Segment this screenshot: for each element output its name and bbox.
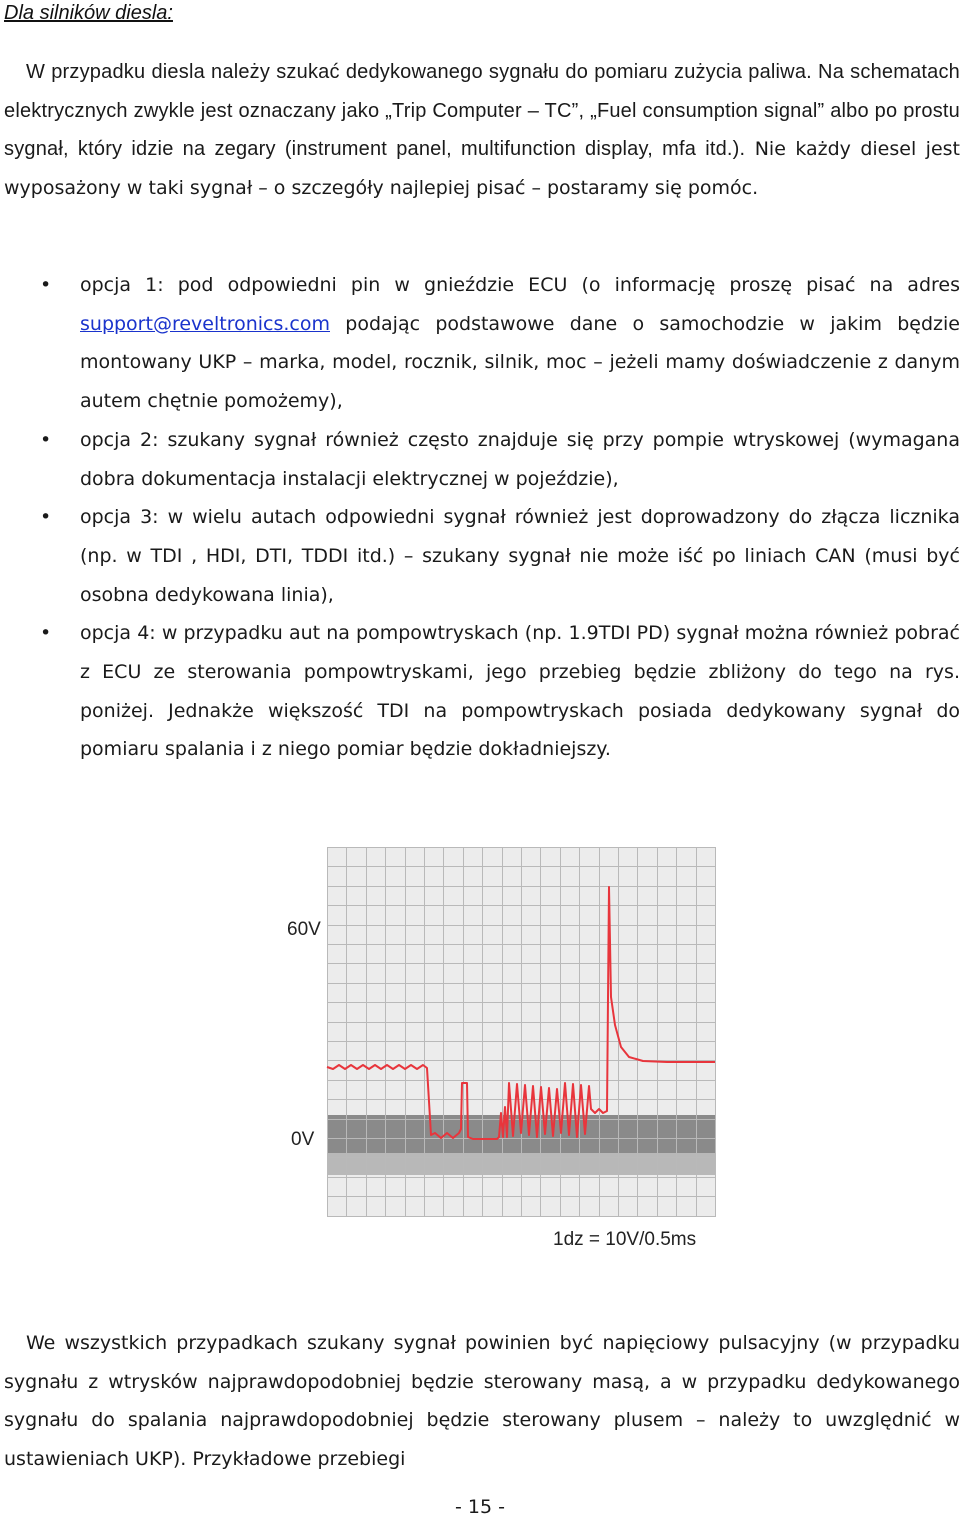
oscilloscope-figure [287,847,715,1250]
label-60v: 60V [287,919,321,940]
grid-lines [327,847,716,1217]
option-1-text-before: opcja 1: pod odpowiedni pin w gnieździe ECU (o informację proszę pisać na adres [80,274,960,296]
list-item [0,266,960,421]
intro-paragraph [4,53,960,208]
closing-paragraph [4,1324,960,1478]
scale-label: 1dz = 10V/0.5ms [553,1229,697,1250]
option-1-text-after: podając podstawowe dane o samochodzie w jakim będzie montowany UKP – marka, model, rocznik, silnik, moc – jeżeli mamy doświadczenie z danym autem chętnie pomożemy), [80,312,960,413]
option-3-text: opcja 3: w wielu autach odpowiedni sygnał również jest doprowadzony do złącza licznika (np. w TDI , HDI, DTI, TDDI itd.) – szukany sygnał nie może iść po liniach CAN (musi być osobna dedykowana linia), [80,506,960,606]
bullet-icon: • [40,622,52,645]
options-list [0,266,960,769]
list-item [0,421,960,498]
intro-text-part1: W przypadku diesla należy szukać dedykowanego sygnału do pomiaru zużycia paliwa. Na schematach elektrycznych zwykle jest oznaczany jako „Trip Computer – TC”, „Fuel consumption signal” albo po prostu sygnał, który idzie na zegary (instrument panel, multifunction display, mfa itd.). [4,61,960,161]
closing-text: We wszystkich przypadkach szukany sygnał powinien być napięciowy pulsacyjny (w przypadku sygnału z wtrysków najprawdopodobniej będzie sterowany masą, a w przypadku dedykowanego sygnału do spalania najprawdopodobniej będzie sterowany plusem – należy to uwzględnić w ustawieniach UKP). Przykładowe przebiegi [4,1332,960,1470]
bullet-icon: • [40,506,52,529]
section-heading: Dla silników diesla: [4,2,173,24]
page-number: - 15 - [455,1496,505,1518]
label-0v: 0V [291,1129,315,1150]
bullet-icon: • [40,274,52,296]
option-2-text: opcja 2: szukany sygnał również często znajduje się przy pompie wtryskowej (wymagana dobra dokumentacja instalacji elektrycznej w pojeździe), [80,428,960,490]
email-link[interactable]: support@reveltronics.com [80,312,330,335]
intro-text-part2: Nie każdy diesel jest wyposażony w taki sygnał – o szczegóły najlepiej pisać – postaramy się pomóc. [4,138,960,200]
bullet-icon: • [40,428,52,451]
option-4-text: opcja 4: w przypadku aut na pompowtryskach (np. 1.9TDI PD) sygnał można również pobrać z ECU ze sterowania pompowtryskami, jego przebieg będzie zbliżony do tego na rys. poniżej. Jednakże większość TDI na pompowtryskach posiada dedykowany sygnał do pomiaru spalania i z niego pomiar będzie dokładniejszy. [80,622,960,761]
list-item [0,614,960,769]
list-item [0,498,960,614]
